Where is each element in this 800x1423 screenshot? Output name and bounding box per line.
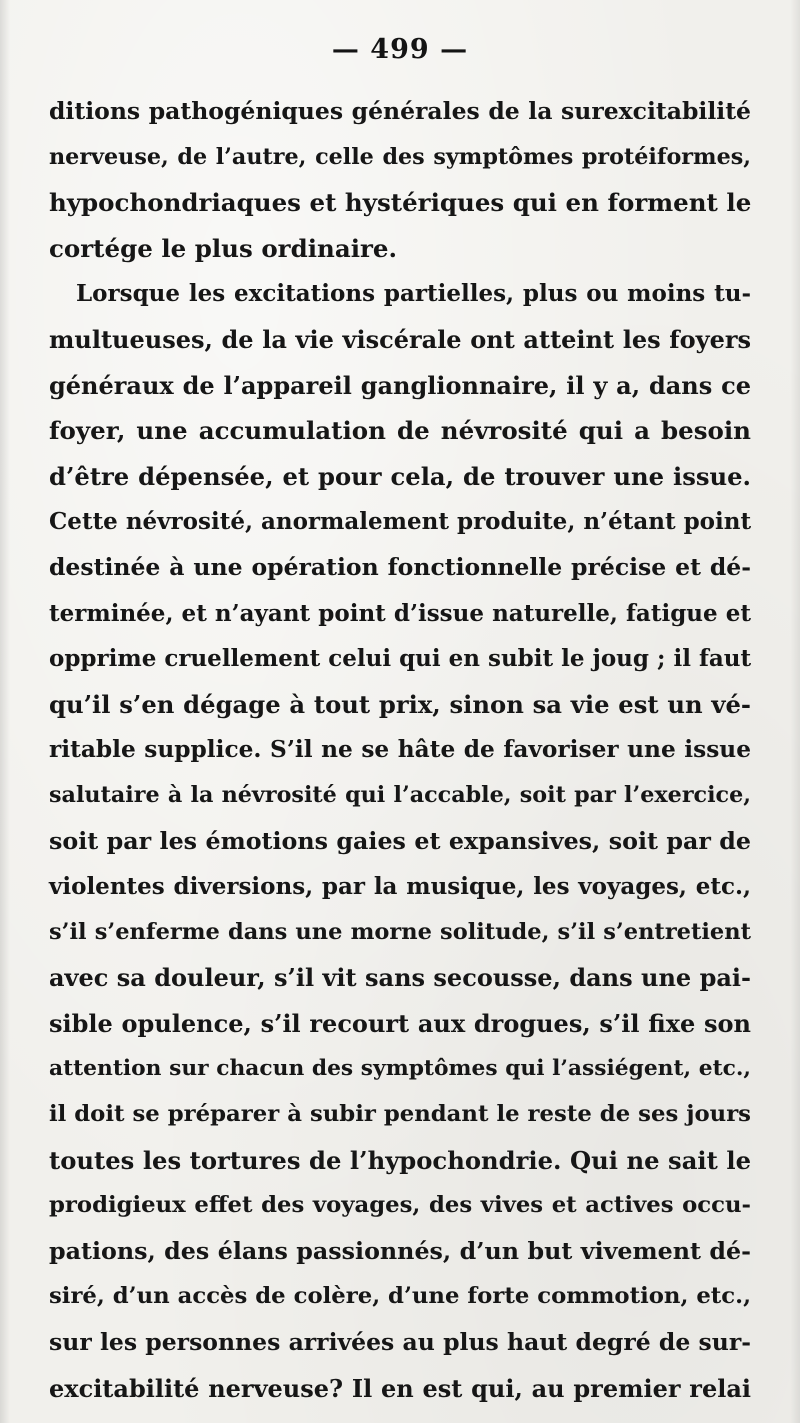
text-line: ditions pathogéniques générales de la surexcitabilité	[49, 97, 751, 125]
paragraph-start-line: Lorsque les excitations partielles, plus ou moins tu-	[76, 280, 751, 308]
body-text	[49, 89, 751, 1411]
text-line: toutes les tortures de l’hypochondrie. Qui ne sait le	[49, 1145, 751, 1175]
text-line: il doit se préparer à subir pendant le reste de ses jours	[49, 1101, 751, 1128]
text-line: ritable supplice. S’il ne se hâte de favoriser une issue	[49, 736, 751, 764]
page-edge-left	[0, 0, 10, 1423]
text-line: s’il s’enferme dans une morne solitude, s’il s’entretient	[49, 918, 751, 945]
text-line: siré, d’un accès de colère, d’une forte commotion, etc.,	[49, 1283, 751, 1310]
text-line: qu’il s’en dégage à tout prix, sinon sa vie est un vé-	[49, 689, 751, 719]
text-line: opprime cruellement celui qui en subit le joug ; il faut	[49, 645, 752, 673]
text-line: avec sa douleur, s’il vit sans secousse, dans une pai-	[49, 963, 751, 993]
text-line: excitabilité nerveuse? Il en est qui, au premier relai	[49, 1373, 751, 1403]
text-line: violentes diversions, par la musique, les voyages, etc.,	[49, 873, 751, 901]
text-line: soit par les émotions gaies et expansives, soit par de	[49, 826, 751, 855]
text-line: pations, des élans passionnés, d’un but vivement dé-	[49, 1236, 751, 1265]
text-line: hypochondriaques et hystériques qui en forment le	[49, 188, 752, 218]
text-line: cortége le plus ordinaire.	[49, 233, 398, 263]
text-line: foyer, une accumulation de névrosité qui a besoin	[49, 416, 751, 446]
text-line: terminée, et n’ayant point d’issue naturelle, fatigue et	[49, 599, 751, 627]
text-line: prodigieux effet des voyages, des vives et actives occu-	[49, 1192, 751, 1219]
text-line: nerveuse, de l’autre, celle des symptômes protéiformes,	[49, 143, 751, 170]
text-line: sible opulence, s’il recourt aux drogues, s’il fixe son	[49, 1008, 751, 1038]
text-line: généraux de l’appareil ganglionnaire, il y a, dans ce	[49, 370, 751, 400]
text-line: salutaire à la névrosité qui l’accable, soit par l’exercice,	[49, 781, 751, 808]
page-number: — 499 —	[331, 34, 469, 65]
page-edge-right	[790, 0, 800, 1423]
text-line: sur les personnes arrivées au plus haut degré de sur-	[49, 1328, 751, 1357]
text-line: destinée à une opération fonctionnelle précise et dé-	[49, 552, 751, 581]
text-line: Cette névrosité, anormalement produite, n’étant point	[49, 508, 752, 536]
text-line: attention sur chacun des symptômes qui l’assiégent, etc.,	[49, 1056, 751, 1082]
text-line: multueuses, de la vie viscérale ont atteint les foyers	[49, 324, 751, 354]
text-line: d’être dépensée, et pour cela, de trouver une issue.	[49, 461, 751, 491]
